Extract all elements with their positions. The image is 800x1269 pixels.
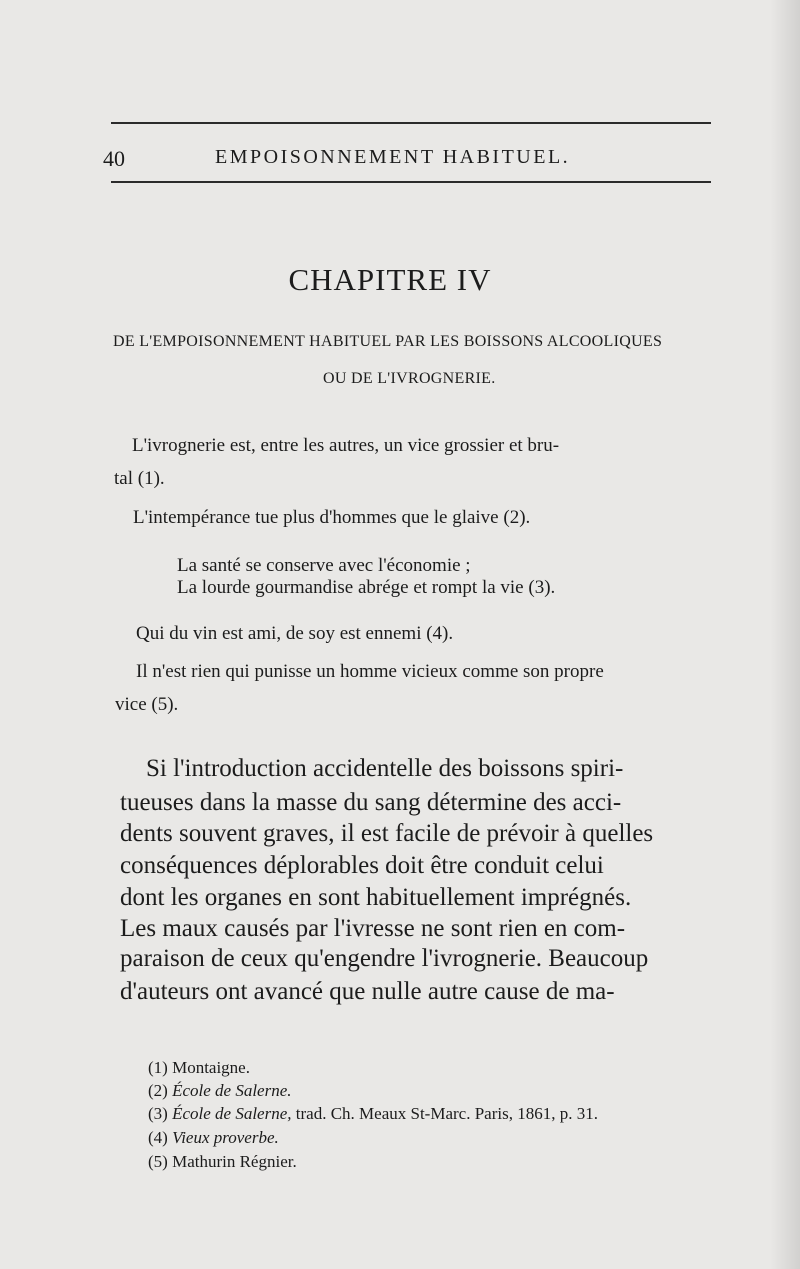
footnote-text: Vieux proverbe. xyxy=(172,1128,279,1147)
body-line: Les maux causés par l'ivresse ne sont rien en com- xyxy=(120,915,626,942)
footnote-number: (4) xyxy=(148,1128,168,1147)
body-line: conséquences déplorables doit être conduit celui xyxy=(120,852,604,879)
body-line: d'auteurs ont avancé que nulle autre cause de ma- xyxy=(120,978,615,1005)
running-head: EMPOISONNEMENT HABITUEL. xyxy=(215,146,571,168)
footnote xyxy=(148,1128,279,1148)
epigraph-line: tal (1). xyxy=(114,468,165,489)
footnote xyxy=(148,1058,250,1078)
footnote xyxy=(148,1081,292,1101)
footnote-text: École de Salerne, xyxy=(172,1104,292,1123)
body-line: dont les organes en sont habituellement imprégnés. xyxy=(120,884,632,911)
footnote-number: (3) xyxy=(148,1104,168,1123)
footnote-number: (5) xyxy=(148,1152,168,1171)
footnote xyxy=(148,1104,598,1124)
epigraph-line: L'ivrognerie est, entre les autres, un vice grossier et bru- xyxy=(132,435,560,456)
body-line: tueuses dans la masse du sang détermine des acci- xyxy=(120,789,622,816)
page-number: 40 xyxy=(103,146,125,171)
chapter-title: CHAPITRE IV xyxy=(288,262,492,297)
footnote-text: École de Salerne. xyxy=(172,1081,292,1100)
body-line: paraison de ceux qu'engendre l'ivrognerie. Beaucoup xyxy=(120,945,649,972)
epigraph-line: L'intempérance tue plus d'hommes que le glaive (2). xyxy=(133,507,531,528)
header-rule-bottom xyxy=(111,181,711,183)
chapter-subtitle-line-1: DE L'EMPOISONNEMENT HABITUEL PAR LES BOISSONS ALCOOLIQUES xyxy=(113,333,663,350)
footnote-text: Mathurin Régnier. xyxy=(172,1152,297,1171)
epigraph-line: Qui du vin est ami, de soy est ennemi (4). xyxy=(136,623,454,644)
body-line: dents souvent graves, il est facile de prévoir à quelles xyxy=(120,820,654,847)
footnote-text-rest: trad. Ch. Meaux St-Marc. Paris, 1861, p. 31. xyxy=(291,1104,598,1123)
footnote xyxy=(148,1152,297,1172)
footnote-number: (1) xyxy=(148,1058,168,1077)
epigraph-line: La lourde gourmandise abrége et rompt la vie (3). xyxy=(177,577,556,598)
footnote-text: Montaigne. xyxy=(172,1058,250,1077)
epigraph-line: vice (5). xyxy=(115,694,179,715)
chapter-subtitle-line-2: OU DE L'IVROGNERIE. xyxy=(323,370,496,387)
epigraph-line: La santé se conserve avec l'économie ; xyxy=(177,555,471,576)
footnote-number: (2) xyxy=(148,1081,168,1100)
page-edge-shadow xyxy=(770,0,800,1269)
header-rule-top xyxy=(111,122,711,124)
epigraph-line: Il n'est rien qui punisse un homme vicieux comme son propre xyxy=(136,661,604,682)
body-line: Si l'introduction accidentelle des boissons spiri- xyxy=(146,755,624,782)
